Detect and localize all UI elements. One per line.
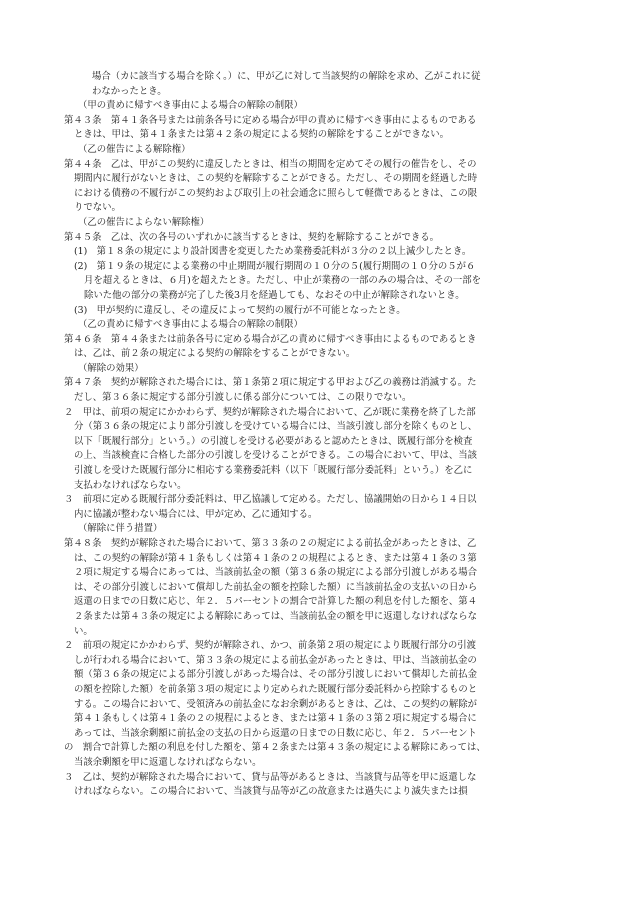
text-line: (2) 第１９条の規定による業務の中止期間が履行期間の１０分の５(履行期間の１０分の５が６ [74,260,476,272]
text-line: の 割合で計算した額の利息を付した額を、第４２条または第４３条の規定による解除にあっては、 [64,742,486,754]
text-line: 除いた他の部分の業務が完了した後3月を経過しても、なおその中止が解除されないとき。 [84,289,465,301]
text-line: ３ 乙は、契約が解除された場合において、貸与品等があるときは、当該貸与品等を甲に返還しな [64,771,477,783]
text-line: 場合（カに該当する場合を除く。）に、甲が乙に対して当該契約の解除を求め、乙がこれに従 [92,71,481,82]
text-line: （甲の責めに帰すべき事由による場合の解除の制限） [78,100,303,112]
text-line: (3) 甲が契約に違反し、その違反によって契約の履行が不可能となったとき。 [74,304,406,316]
text-line: （解除の効果） [78,362,144,374]
text-line: りでない。 [74,202,121,214]
text-line: は、この契約の解除が第４１条もしくは第４１条の２の規程によるとき、または第４１条の３第 [74,552,477,564]
text-line: 支払わなければならない。 [74,479,187,491]
text-line: (1) 第１８条の規定により設計図書を変更したため業務委託料が３分の２以上減少したとき。 [74,246,472,258]
text-line: （解除に伴う措置） [78,523,163,535]
text-line: 第４７条 契約が解除された場合には、第１条第２項に規定する甲および乙の義務は消滅する。た [64,377,477,389]
text-line: の額を控除した額）を前条第３項の規定により定められた既履行部分委託料から控除するものと [74,683,478,695]
text-line: 額（第３６条の規定による部分引渡しがあった場合は、その部分引渡しにおいて償却した前払金 [74,669,478,681]
document-page [64,70,570,800]
text-line: ３ 前項に定める既履行部分委託料は、甲乙協議して定める。ただし、協議開始の日から１４日以 [64,494,477,506]
text-line: ２条または第４３条の規定による解除にあっては、当該前払金の額を甲に返還しなければならな [74,610,478,622]
text-line: 第４４条 乙は、甲がこの契約に違反したときは、相当の期間を定めてその履行の催告をし、その [64,158,477,170]
text-line: 分（第３６条の規定により部分引渡しを受けている場合には、当該引渡し部分を除くものとし、 [74,421,478,433]
text-line: あっては、当該余剰額に前払金の支払の日から返還の日までの日数に応じ、年２．５パーセント [74,727,477,739]
text-line: における債務の不履行がこの契約および取引上の社会通念に照らして軽微であるときは、この限 [74,187,478,199]
text-line: する。この場合において、受領済みの前払金になお余剰があるときは、乙は、この契約の解除が [74,698,477,710]
text-line: は、乙は、前２条の規定による契約の解除をすることができない。 [74,348,356,360]
text-line: しが行われる場合において、第３３条の規定による前払金があったときは、甲は、当該前払金の [74,654,477,666]
text-line: は、その部分引渡しにおいて償却した前払金の額を控除した額）に当該前払金の支払いの日から [74,581,478,593]
text-line: （乙の催告による解除権） [78,143,191,155]
text-line: 返還の日までの日数に応じ、年２．５パーセントの割合で計算した額の利息を付した額を、第４ [74,596,477,608]
text-line: 第４８条 契約が解除された場合において、第３３条の２の規定による前払金があったときは、乙 [64,538,477,549]
text-line: ければならない。この場合において、当該貸与品等が乙の故意または過失により滅失または損 [74,786,468,798]
text-line: 月を超えるときは、６月)を超えたとき。ただし、中止が業務の一部のみの場合は、その一部を [84,275,482,287]
text-line: 第４１条もしくは第４１条の２の規程によるとき、または第４１条の３第２項に規定する場合に [74,713,477,725]
text-line: だし、第３６条に規定する部分引渡しに係る部分については、この限りでない。 [74,392,412,404]
text-line: 第４３条 第４１条各号または前条各号に定める場合が甲の責めに帰すべき事由によるものである [64,114,477,126]
text-line: 以下「既履行部分」という。）の引渡しを受ける必要があると認めたときは、既履行部分を検査 [74,435,473,447]
text-line: 内に協議が整わない場合には、甲が定め、乙に通知する。 [74,508,318,520]
text-line: 第４５条 乙は、次の各号のいずれかに該当するときは、契約を解除することができる。 [64,231,440,243]
text-line: 当該余剰額を甲に返還しなければならない。 [74,756,262,768]
text-line: わなかったとき。 [92,85,167,97]
text-line: の上、当該検査に合格した部分の引渡しを受けることができる。この場合において、甲は、当該 [74,450,477,462]
text-line: （乙の責めに帰すべき事由による場合の解除の制限） [78,319,303,331]
text-line: い。 [74,625,93,637]
text-line: ２ 甲は、前項の規定にかかわらず、契約が解除された場合において、乙が既に業務を終了した部 [64,406,476,418]
text-line: ２項に規定する場合にあっては、当該前払金の額（第３６条の規定による部分引渡しがある場合 [74,567,478,579]
text-line: 期間内に履行がないときは、この契約を解除することができる。ただし、その期間を経過した時 [74,173,478,185]
text-line: 引渡しを受けた既履行部分に相応する業務委託料（以下「既履行部分委託料」という。）を乙に [74,465,473,477]
text-line: （乙の催告によらない解除権） [78,216,210,228]
text-line: ２ 前項の規定にかかわらず、契約が解除され、かつ、前条第２項の規定により既履行部分の引渡 [64,640,476,652]
text-line: 第４６条 第４４条または前条各号に定める場合が乙の責めに帰すべき事由によるものであるとき [64,333,477,345]
text-line: ときは、甲は、第４１条または第４２条の規定による契約の解除をすることができない。 [74,129,450,141]
